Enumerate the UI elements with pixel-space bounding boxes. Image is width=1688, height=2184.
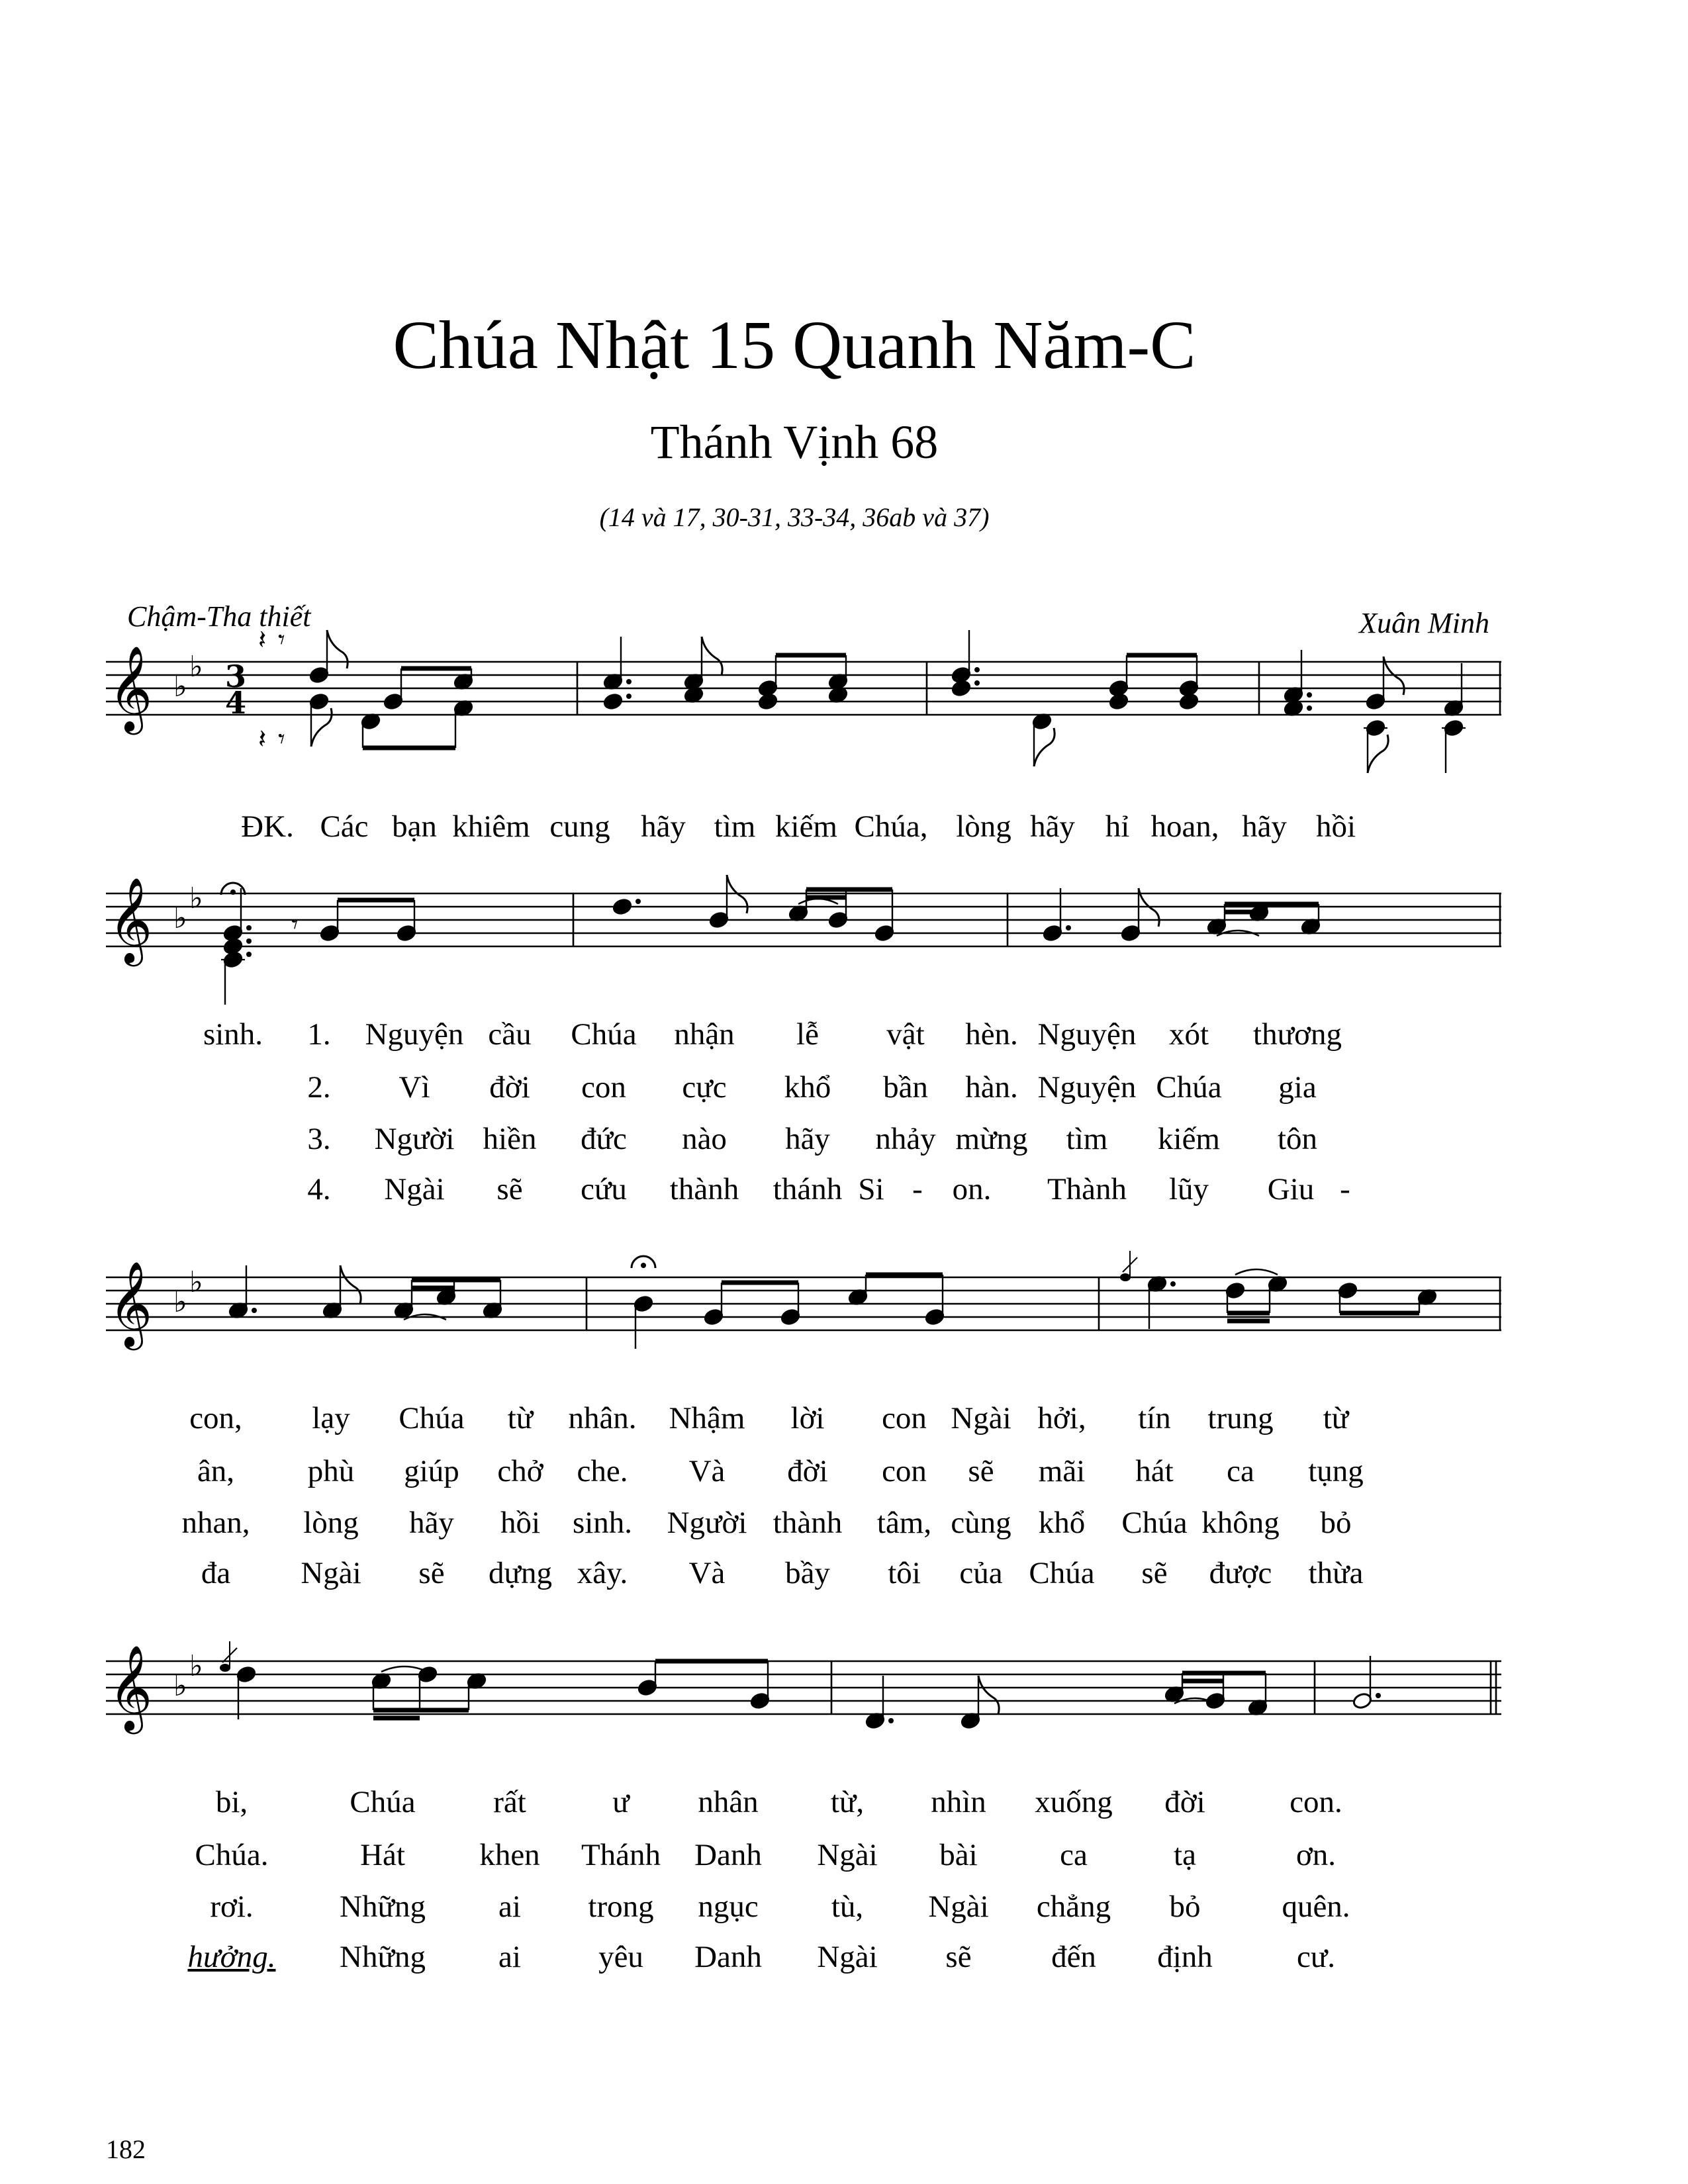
- lyric-syllable: tôn: [1277, 1122, 1318, 1156]
- lyric-syllable: hỉ: [1105, 809, 1130, 844]
- lyric-syllable: Ngài: [951, 1401, 1011, 1435]
- lyric-syllable: trung: [1207, 1401, 1274, 1435]
- lyric-syllable: chở: [497, 1454, 543, 1488]
- lyric-syllable: sinh.: [572, 1506, 633, 1540]
- page-number: 182: [106, 2134, 146, 2164]
- lyric-syllable: lạy: [312, 1401, 350, 1435]
- flat-sign: ♭: [173, 901, 187, 935]
- music-staff-3: [0, 1231, 1688, 1390]
- dot: [1307, 705, 1312, 711]
- lyric-syllable: Thánh: [581, 1838, 661, 1872]
- lyric-syllable: tìm: [1066, 1122, 1108, 1156]
- lyric-syllable: con.: [1289, 1785, 1342, 1819]
- eighth-rest: 𝄾: [278, 724, 285, 754]
- dot: [974, 680, 980, 686]
- lyric-syllable: ca: [1060, 1838, 1088, 1872]
- lyric-syllable: cực: [682, 1070, 727, 1105]
- dot: [252, 1308, 257, 1313]
- lyric-syllable: hãy: [785, 1122, 830, 1156]
- lyric-syllable: Người: [667, 1506, 747, 1540]
- lyric-syllable: được: [1209, 1556, 1272, 1590]
- lyric-syllable: Chúa,: [854, 809, 928, 844]
- lyric-syllable: 2.: [307, 1070, 331, 1105]
- lyric-syllable: Người: [374, 1122, 455, 1156]
- flat-sign: ♭: [189, 882, 203, 915]
- verse-reference: (14 và 17, 30-31, 33-34, 36ab và 37): [599, 502, 990, 532]
- lyric-syllable: sẽ: [496, 1172, 523, 1206]
- lyric-syllable: che.: [577, 1454, 628, 1488]
- lyric-syllable: cầu: [488, 1017, 532, 1052]
- lyric-syllable: quên.: [1282, 1889, 1350, 1924]
- note-flag: [1034, 728, 1055, 766]
- note-head: [602, 692, 623, 710]
- lyric-syllable: Những: [340, 1940, 426, 1974]
- lyric-syllable: rơi.: [210, 1889, 254, 1924]
- lyric-syllable: hưởng.: [187, 1940, 276, 1974]
- lyric-syllable: Si: [858, 1172, 884, 1206]
- lyric-syllable: Ngài: [384, 1172, 445, 1206]
- lyric-syllable: bỏ: [1169, 1889, 1201, 1924]
- lyric-syllable: dựng: [489, 1556, 552, 1590]
- lyric-syllable: Nguyện: [1037, 1017, 1137, 1052]
- lyric-syllable: 3.: [307, 1122, 331, 1156]
- lyric-syllable: định: [1157, 1940, 1213, 1974]
- lyric-syllable: lời: [790, 1401, 825, 1435]
- lyric-syllable: Và: [688, 1556, 726, 1590]
- dot: [246, 925, 252, 931]
- stanza-4-line-1: [0, 1174, 1688, 1214]
- music-staff-4: [0, 1615, 1688, 1774]
- lyric-syllable: tín: [1138, 1401, 1171, 1435]
- lyric-syllable: hoan,: [1150, 809, 1219, 844]
- lyric-syllable: Hát: [360, 1838, 405, 1872]
- grace-note: [220, 1664, 230, 1672]
- dot: [1170, 1281, 1176, 1287]
- flat-sign: ♭: [189, 1265, 203, 1299]
- lyric-syllable: bỏ: [1320, 1506, 1352, 1540]
- lyric-syllable: nào: [682, 1122, 727, 1156]
- lyric-syllable: xót: [1168, 1017, 1209, 1052]
- lyric-syllable: Danh: [694, 1940, 762, 1974]
- lyric-syllable: đời: [787, 1454, 828, 1488]
- grace-note: [1120, 1273, 1131, 1281]
- treble-clef: 𝄞: [109, 1261, 153, 1347]
- flat-sign: ♭: [189, 650, 203, 684]
- lyric-syllable: vật: [886, 1017, 925, 1052]
- stanza-1-line-3: [0, 1787, 1688, 1827]
- lyric-syllable: tù,: [831, 1889, 864, 1924]
- note-flag: [702, 637, 722, 675]
- lyric-syllable: trong: [588, 1889, 654, 1924]
- lyric-syllable: Ngài: [301, 1556, 361, 1590]
- lyric-syllable: Nhậm: [669, 1401, 745, 1435]
- lyric-syllable: hởi,: [1037, 1401, 1086, 1435]
- flat-sign: ♭: [173, 670, 187, 704]
- eighth-rest: 𝄾: [291, 909, 299, 940]
- lyric-syllable: đời: [489, 1070, 530, 1105]
- flat-sign: ♭: [189, 1649, 203, 1683]
- lyric-syllable: ca: [1227, 1454, 1254, 1488]
- lyric-syllable: con,: [189, 1401, 242, 1435]
- flat-sign: ♭: [173, 1285, 187, 1319]
- time-signature-top: 3: [225, 659, 247, 694]
- lyric-syllable: ngục: [698, 1889, 759, 1924]
- note-flag: [327, 630, 348, 668]
- lyric-syllable: cùng: [951, 1506, 1011, 1540]
- lyric-syllable: con: [882, 1401, 927, 1435]
- stanza-4-line-3: [0, 1942, 1688, 1981]
- note-head: [1108, 692, 1129, 710]
- lyric-syllable: xuống: [1035, 1785, 1113, 1819]
- composer-name: Xuân Minh: [1359, 607, 1489, 639]
- lyric-syllable: hèn.: [965, 1017, 1018, 1052]
- lyric-syllable: xây.: [577, 1556, 628, 1590]
- stanza-2-line-1: [0, 1072, 1688, 1112]
- lyric-syllable: phù: [307, 1454, 355, 1488]
- lyric-syllable: cung: [549, 809, 610, 844]
- lyric-syllable: Những: [340, 1889, 426, 1924]
- treble-clef: 𝄞: [109, 1645, 153, 1731]
- lyric-syllable: từ: [1323, 1401, 1349, 1435]
- lyric-syllable: Chúa.: [195, 1838, 269, 1872]
- tie: [1235, 1269, 1278, 1275]
- lyric-syllable: thương: [1253, 1017, 1342, 1052]
- lyric-syllable: đời: [1164, 1785, 1205, 1819]
- stanza-1-line-1: [0, 1019, 1688, 1059]
- lyric-syllable: tụng: [1308, 1454, 1364, 1488]
- lyric-syllable: từ: [507, 1401, 534, 1435]
- fermata-dot: [641, 1263, 646, 1268]
- lyric-syllable: Vì: [399, 1070, 430, 1105]
- dot: [246, 952, 252, 957]
- lyric-syllable: on.: [952, 1172, 992, 1206]
- lyric-syllable: nhìn: [931, 1785, 986, 1819]
- lyric-syllable: Nguyện: [1037, 1070, 1137, 1105]
- note-flag: [978, 1676, 999, 1714]
- dot: [1066, 925, 1071, 931]
- lyric-syllable: sẽ: [968, 1454, 994, 1488]
- lyric-syllable: cư.: [1296, 1940, 1336, 1974]
- lyric-syllable: mừng: [955, 1122, 1028, 1156]
- tempo-marking: Chậm-Tha thiết: [127, 600, 311, 633]
- eighth-rest: 𝄾: [278, 625, 285, 655]
- lyric-syllable: -: [912, 1172, 923, 1206]
- lyric-syllable: ơn.: [1295, 1838, 1336, 1872]
- lyric-syllable: Chúa: [1029, 1556, 1095, 1590]
- lyric-syllable: Ngài: [928, 1889, 989, 1924]
- fermata-dot: [230, 889, 236, 895]
- lyric-syllable: ư: [612, 1785, 630, 1819]
- lyric-syllable: khổ: [784, 1070, 831, 1105]
- lyric-syllable: của: [959, 1556, 1003, 1590]
- lyric-syllable: hãy: [641, 809, 686, 844]
- song-title: Chúa Nhật 15 Quanh Năm-C: [393, 307, 1196, 383]
- lyric-syllable: bi,: [215, 1785, 248, 1819]
- lyric-syllable: con: [882, 1454, 927, 1488]
- lyric-syllable: nhân: [698, 1785, 759, 1819]
- lyric-syllable: tìm: [714, 809, 756, 844]
- stanza-2-line-3: [0, 1840, 1688, 1880]
- lyric-syllable: Các: [320, 809, 369, 844]
- note-flag: [340, 1265, 361, 1304]
- lyric-syllable: ân,: [197, 1454, 235, 1488]
- lyric-syllable: -: [1340, 1172, 1350, 1206]
- lyric-syllable: sinh.: [203, 1017, 263, 1052]
- lyric-syllable: sẽ: [418, 1556, 445, 1590]
- dot: [626, 694, 632, 699]
- lyric-syllable: nhảy: [875, 1122, 936, 1156]
- lyric-syllable: 1.: [307, 1017, 331, 1052]
- treble-clef: 𝄞: [109, 877, 153, 963]
- dot: [635, 899, 641, 904]
- lyric-syllable: sẽ: [1141, 1556, 1168, 1590]
- lyric-syllable: tôi: [888, 1556, 921, 1590]
- lyric-syllable: khổ: [1038, 1506, 1086, 1540]
- lyric-syllable: hiền: [483, 1122, 537, 1156]
- lyric-syllable: nhân.: [568, 1401, 637, 1435]
- stanza-1-line-2: [0, 1403, 1688, 1443]
- lyric-syllable: đa: [201, 1556, 231, 1590]
- time-signature-bottom: 4: [225, 685, 247, 721]
- lyric-syllable: mãi: [1038, 1454, 1086, 1488]
- lyric-syllable: Chúa: [571, 1017, 637, 1052]
- lyric-syllable: Thành: [1047, 1172, 1127, 1206]
- lyric-syllable: sẽ: [945, 1940, 972, 1974]
- lyric-syllable: tạ: [1174, 1838, 1196, 1872]
- dot: [246, 938, 252, 944]
- lyric-syllable: bạn: [392, 809, 437, 844]
- lyric-syllable: Nguyện: [365, 1017, 464, 1052]
- stanza-2-line-2: [0, 1456, 1688, 1496]
- stanza-3-line-3: [0, 1891, 1688, 1931]
- lyric-syllable: lòng: [303, 1506, 359, 1540]
- lyric-syllable: bầy: [785, 1556, 830, 1590]
- dot: [888, 1718, 894, 1723]
- lyric-syllable: giúp: [404, 1454, 459, 1488]
- lyric-syllable: gia: [1278, 1070, 1317, 1105]
- lyric-syllable: thừa: [1308, 1556, 1364, 1590]
- lyric-syllable: nhan,: [181, 1506, 250, 1540]
- psalm-subtitle: Thánh Vịnh 68: [650, 416, 939, 469]
- lyric-syllable: bần: [883, 1070, 928, 1105]
- lyric-syllable: cứu: [581, 1172, 627, 1206]
- lyric-syllable: Danh: [694, 1838, 762, 1872]
- lyric-syllable: kiếm: [775, 809, 837, 844]
- lyric-syllable: không: [1201, 1506, 1280, 1540]
- lyric-syllable: Giu: [1267, 1172, 1315, 1206]
- lyric-syllable: hãy: [409, 1506, 454, 1540]
- lyric-syllable: ai: [498, 1889, 521, 1924]
- lyric-syllable: tâm,: [876, 1506, 932, 1540]
- lyric-syllable: hàn.: [965, 1070, 1018, 1105]
- note-head: [612, 897, 632, 915]
- dot: [974, 667, 980, 672]
- quarter-rest: 𝄽: [258, 625, 267, 655]
- lyric-syllable: Và: [688, 1454, 726, 1488]
- lyric-syllable: yêu: [598, 1940, 643, 1974]
- lyric-syllable: Chúa: [1121, 1506, 1188, 1540]
- lyric-syllable: thành: [669, 1172, 739, 1206]
- lyric-syllable: hồi: [1315, 809, 1356, 844]
- lyric-syllable: Chúa: [350, 1785, 416, 1819]
- music-staff-2: [0, 847, 1688, 1006]
- stanza-3-line-1: [0, 1124, 1688, 1163]
- lyric-syllable: Chúa: [399, 1401, 465, 1435]
- lyric-syllable: đến: [1051, 1940, 1096, 1974]
- quarter-rest: 𝄽: [258, 724, 267, 754]
- lyric-syllable: lòng: [956, 809, 1011, 844]
- lyric-syllable: khiêm: [452, 809, 530, 844]
- lyric-syllable: nhận: [674, 1017, 735, 1052]
- lyric-syllable: hãy: [1030, 809, 1075, 844]
- lyric-syllable: lễ: [796, 1017, 819, 1052]
- lyric-syllable: thành: [773, 1506, 843, 1540]
- lyric-syllable: đức: [581, 1122, 627, 1156]
- dot: [626, 679, 632, 684]
- lyric-syllable: lũy: [1168, 1172, 1209, 1206]
- lyric-syllable: kiếm: [1158, 1122, 1220, 1156]
- lyric-syllable: 4.: [307, 1172, 331, 1206]
- treble-clef: 𝄞: [109, 645, 153, 731]
- lyric-syllable: ai: [498, 1940, 521, 1974]
- lyric-syllable: khen: [479, 1838, 540, 1872]
- refrain-lyrics: [0, 811, 1688, 851]
- note-head: [1178, 692, 1199, 710]
- dot: [1307, 692, 1312, 698]
- note-head: [757, 692, 778, 710]
- lyric-syllable: hồi: [500, 1506, 541, 1540]
- lyric-syllable: hát: [1135, 1454, 1174, 1488]
- lyric-syllable: rất: [493, 1785, 526, 1819]
- note-flag: [311, 708, 332, 747]
- flat-sign: ♭: [173, 1669, 187, 1703]
- lyric-syllable: từ,: [830, 1785, 865, 1819]
- dot: [1376, 1693, 1381, 1698]
- lyric-syllable: Ngài: [817, 1838, 878, 1872]
- lyric-syllable: con: [581, 1070, 626, 1105]
- lyric-syllable: bài: [939, 1838, 978, 1872]
- note-flag: [1368, 735, 1388, 773]
- music-staff-1: [0, 615, 1688, 774]
- lyric-syllable: ĐK.: [241, 809, 294, 844]
- note-head: [951, 679, 971, 697]
- stanza-3-line-2: [0, 1508, 1688, 1547]
- lyric-syllable: hãy: [1242, 809, 1287, 844]
- lyric-syllable: Chúa: [1156, 1070, 1222, 1105]
- lyric-syllable: thánh: [773, 1172, 843, 1206]
- stanza-4-line-2: [0, 1558, 1688, 1598]
- lyric-syllable: chẳng: [1036, 1889, 1111, 1924]
- lyric-syllable: Ngài: [817, 1940, 878, 1974]
